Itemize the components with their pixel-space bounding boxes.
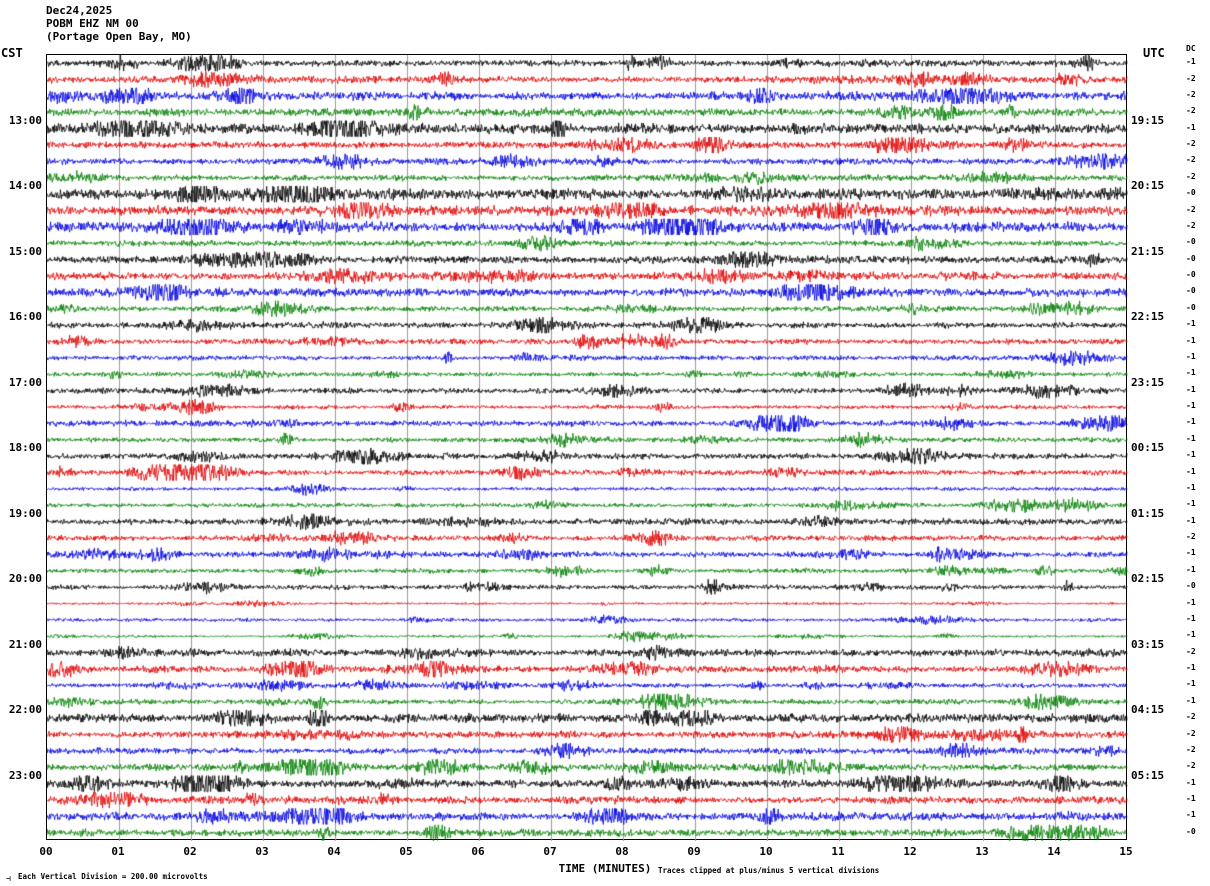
dc-value: -1	[1186, 777, 1196, 787]
seismogram-plot	[46, 54, 1127, 840]
dc-value: -1	[1186, 368, 1196, 378]
dc-value: -2	[1186, 89, 1196, 99]
dc-value: -2	[1186, 106, 1196, 116]
x-tick-label: 01	[111, 845, 125, 858]
dc-value: -1	[1186, 384, 1196, 394]
right-hour-label: 05:15	[1131, 768, 1165, 782]
dc-value: -2	[1186, 646, 1196, 656]
dc-value: -1	[1186, 401, 1196, 411]
dc-value: -2	[1186, 155, 1196, 165]
x-tick-label: 03	[255, 845, 269, 858]
dc-value: -1	[1186, 122, 1196, 132]
dc-value: -2	[1186, 728, 1196, 738]
dc-value: -1	[1186, 548, 1196, 558]
left-hour-label: 22:00	[8, 703, 42, 716]
x-tick-label: 00	[39, 845, 53, 858]
dc-value: -2	[1186, 744, 1196, 754]
x-tick-label: 11	[831, 845, 845, 858]
right-hour-label: 21:15	[1131, 244, 1165, 258]
x-tick-label: 12	[903, 845, 917, 858]
dc-value: -0	[1186, 581, 1196, 591]
header-date: Dec24,2025	[46, 4, 113, 17]
right-hour-label: 02:15	[1131, 572, 1165, 585]
dc-value: -2	[1186, 73, 1196, 83]
dc-value: -0	[1186, 270, 1196, 280]
dc-value: -1	[1186, 450, 1196, 460]
dc-value: -2	[1186, 761, 1196, 771]
x-tick-label: 07	[543, 845, 557, 858]
x-tick-label: 15	[1119, 845, 1133, 858]
right-hour-label: 00:15	[1131, 441, 1165, 454]
right-hour-label: 04:15	[1131, 703, 1165, 716]
dc-value: -1	[1186, 679, 1196, 689]
left-hour-label: 16:00	[8, 310, 42, 323]
dc-value: -1	[1186, 695, 1196, 705]
left-hour-label: 20:00	[8, 572, 42, 585]
dc-value: -1	[1186, 57, 1196, 67]
dc-value: -2	[1186, 171, 1196, 181]
right-hour-label: 19:15	[1131, 113, 1165, 127]
right-hour-label: 03:15	[1131, 637, 1165, 651]
dc-value: -1	[1186, 482, 1196, 492]
x-axis-title: TIME (MINUTES)	[558, 862, 652, 875]
dc-value: -2	[1186, 139, 1196, 149]
dc-value: -2	[1186, 220, 1196, 230]
header-station: POBM EHZ NM 00	[46, 17, 139, 30]
dc-value: -1	[1186, 319, 1196, 329]
dc-value: -2	[1186, 712, 1196, 722]
x-tick-label: 06	[471, 845, 485, 858]
dc-value: -1	[1186, 417, 1196, 427]
dc-column-label: DC	[1186, 44, 1196, 53]
dc-value: -1	[1186, 613, 1196, 623]
left-hour-label: 13:00	[8, 113, 42, 127]
x-tick-label: 09	[687, 845, 701, 858]
dc-value: -1	[1186, 810, 1196, 820]
scale-bar-icon: ⊣	[6, 874, 11, 883]
x-tick-label: 02	[183, 845, 197, 858]
left-hour-label: 21:00	[8, 637, 42, 651]
x-tick-label: 08	[615, 845, 629, 858]
right-hour-label: 01:15	[1131, 506, 1165, 520]
dc-value: -1	[1186, 515, 1196, 525]
x-tick-label: 10	[759, 845, 773, 858]
dc-value: -1	[1186, 663, 1196, 673]
dc-value: -0	[1186, 188, 1196, 198]
left-hour-label: 19:00	[8, 506, 42, 520]
dc-value: -1	[1186, 433, 1196, 443]
dc-value: -2	[1186, 204, 1196, 214]
left-hour-label: 14:00	[8, 179, 42, 192]
x-tick-label: 13	[975, 845, 989, 858]
left-hour-label: 18:00	[8, 441, 42, 454]
dc-value: -1	[1186, 351, 1196, 361]
dc-value: -1	[1186, 466, 1196, 476]
right-hour-label: 20:15	[1131, 179, 1165, 192]
dc-value: -0	[1186, 302, 1196, 312]
dc-value: -0	[1186, 826, 1196, 836]
clip-note: Traces clipped at plus/minus 5 vertical divisions	[658, 866, 880, 875]
dc-value: -0	[1186, 253, 1196, 263]
dc-value: -1	[1186, 335, 1196, 345]
dc-value: -1	[1186, 630, 1196, 640]
dc-value: -1	[1186, 597, 1196, 607]
dc-value: -0	[1186, 286, 1196, 296]
left-hour-label: 23:00	[8, 768, 42, 782]
left-hour-label: 15:00	[8, 244, 42, 258]
header-location: (Portage Open Bay, MO)	[46, 30, 192, 43]
left-axis-label: CST	[1, 46, 23, 60]
x-tick-label: 04	[327, 845, 341, 858]
right-axis-label: UTC	[1143, 46, 1165, 60]
dc-value: -1	[1186, 499, 1196, 509]
x-tick-label: 14	[1047, 845, 1061, 858]
right-hour-label: 22:15	[1131, 310, 1165, 323]
x-tick-label: 05	[399, 845, 413, 858]
dc-value: -0	[1186, 237, 1196, 247]
right-hour-label: 23:15	[1131, 375, 1165, 389]
dc-value: -2	[1186, 532, 1196, 542]
scale-note: Each Vertical Division = 200.00 microvolts	[18, 872, 208, 881]
left-hour-label: 17:00	[8, 375, 42, 389]
dc-value: -1	[1186, 794, 1196, 804]
trace-canvas	[47, 55, 1128, 841]
dc-value: -1	[1186, 564, 1196, 574]
